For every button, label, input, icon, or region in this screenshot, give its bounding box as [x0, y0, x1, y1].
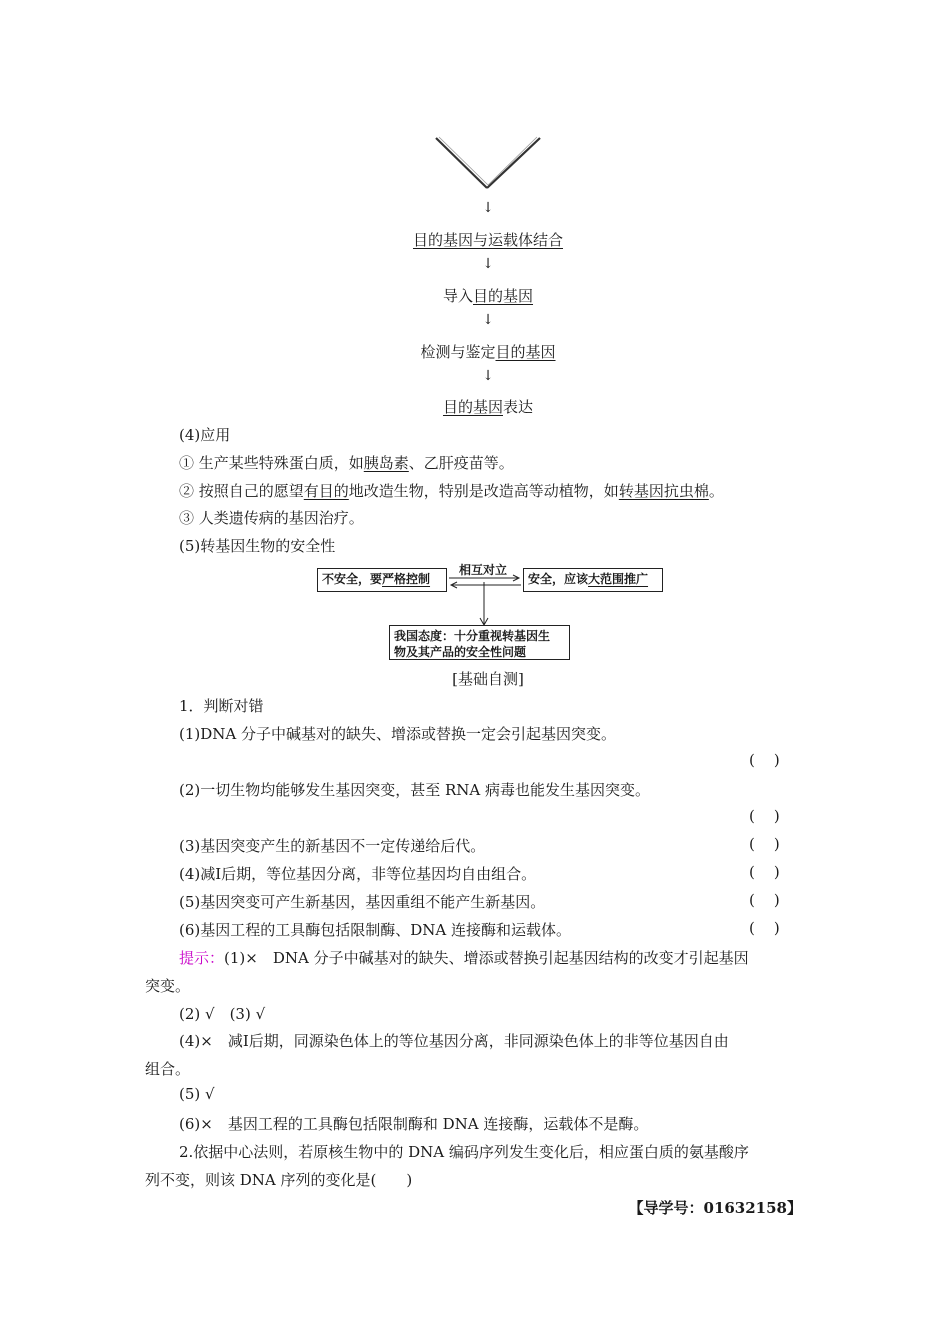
application-item-1	[179, 452, 514, 473]
mutual-opposition-label: 相互对立	[459, 563, 508, 577]
hint-1	[179, 947, 749, 968]
flow-step-2	[0, 285, 950, 306]
section-title: [基础自测]	[452, 670, 524, 688]
q1-answer-paren-6: ( )	[749, 919, 780, 937]
hint-5: (5) √	[179, 1085, 215, 1103]
flow-step-3-prefix: 检测与鉴定	[420, 343, 496, 361]
safety-box-unsafe-a: 不安全，要	[322, 572, 383, 586]
safety-heading: (5)转基因生物的安全性	[179, 537, 336, 555]
q1-answer-paren-4: ( )	[749, 863, 780, 881]
q1-item-3: (3)基因突变产生的新基因不一定传递给后代。	[179, 837, 486, 855]
q1-item-4: (4)减Ⅰ后期，等位基因分离，非等位基因均自由组合。	[179, 865, 537, 883]
q2-line-1: 2.依据中心法则，若原核生物中的 DNA 编码序列发生变化后，相应蛋白质的氨基酸序	[179, 1143, 749, 1161]
hint-1-line-2: 突变。	[145, 977, 191, 995]
flow-arrow-1: ↓	[482, 200, 494, 216]
flow-step-4-suffix: 表达	[503, 398, 534, 416]
flow-step-2-underlined: 目的基因	[473, 287, 534, 305]
study-number: 【导学号：01632158】	[628, 1199, 802, 1217]
safety-box-safe-a: 安全，应该	[528, 572, 589, 586]
flow-arrow-2: ↓	[482, 256, 494, 272]
hint-1-line-1: (1)× DNA 分子中碱基对的缺失、增添或替换引起基因结构的改变才引起基因	[224, 949, 749, 967]
q1-item-2: (2)一切生物均能够发生基因突变，甚至 RNA 病毒也能发生基因突变。	[179, 781, 651, 799]
safety-box-unsafe	[317, 568, 447, 592]
flow-step-3-underlined: 目的基因	[495, 343, 556, 361]
q1-item-5: (5)基因突变可产生新基因，基因重组不能产生新基因。	[179, 893, 546, 911]
hint-6: (6)× 基因工程的工具酶包括限制酶和 DNA 连接酶，运载体不是酶。	[179, 1115, 649, 1133]
hint-label: 提示：	[179, 949, 225, 967]
application-item-2	[179, 480, 724, 501]
q1-item-6: (6)基因工程的工具酶包括限制酶、DNA 连接酶和运载体。	[179, 921, 572, 939]
q1-answer-paren-2: ( )	[749, 807, 780, 825]
application-item-1-a: ① 生产某些特殊蛋白质，如	[179, 454, 364, 472]
application-item-2-u2: 转基因抗虫棉	[618, 482, 709, 500]
flow-arrow-4: ↓	[482, 368, 494, 384]
flow-step-4	[0, 396, 950, 417]
flow-step-2-prefix: 导入	[442, 287, 473, 305]
hint-2-3: (2) √ (3) √	[179, 1005, 266, 1023]
hint-4-line-1: (4)× 减Ⅰ后期，同源染色体上的等位基因分离，非同源染色体上的非等位基因自由	[179, 1032, 729, 1050]
q2-line-2: 列不变，则该 DNA 序列的变化是( )	[145, 1171, 413, 1189]
safety-box-china-attitude	[389, 625, 570, 660]
q1-answer-paren-5: ( )	[749, 891, 780, 909]
application-item-2-b: 地改造生物，特别是改造高等动植物，如	[348, 482, 619, 500]
q1-answer-paren-1: ( )	[749, 751, 780, 769]
flow-step-1	[0, 229, 950, 250]
q1-item-1: (1)DNA 分子中碱基对的缺失、增添或替换一定会引起基因突变。	[179, 725, 617, 743]
safety-box-safe-u: 大范围推广	[588, 572, 649, 586]
application-item-2-a: ② 按照自己的愿望	[179, 482, 304, 500]
flow-arrow-3: ↓	[482, 312, 494, 328]
application-item-1-b: 、乙肝疫苗等。	[408, 454, 514, 472]
hint-4-line-2: 组合。	[145, 1060, 191, 1078]
safety-box-unsafe-u: 严格控制	[382, 572, 431, 586]
down-arrow-icon	[478, 582, 490, 626]
application-item-3: ③ 人类遗传病的基因治疗。	[179, 509, 364, 527]
applications-heading: (4)应用	[179, 426, 231, 444]
q1-answer-paren-3: ( )	[749, 835, 780, 853]
application-item-2-u1: 有目的	[303, 482, 349, 500]
application-item-1-u: 胰岛素	[363, 454, 409, 472]
flow-step-4-underlined: 目的基因	[442, 398, 503, 416]
china-attitude-line-2: 物及其产品的安全性问题	[394, 645, 527, 659]
flow-step-1-text: 目的基因与运载体结合	[412, 231, 563, 249]
china-attitude-line-1: 我国态度：十分重视转基因生	[394, 629, 551, 643]
flow-step-3	[0, 341, 950, 362]
q1-title: 1．判断对错	[179, 697, 264, 715]
v-shape-diagram	[430, 132, 546, 194]
application-item-2-c: 。	[708, 482, 724, 500]
safety-box-safe	[523, 568, 663, 592]
